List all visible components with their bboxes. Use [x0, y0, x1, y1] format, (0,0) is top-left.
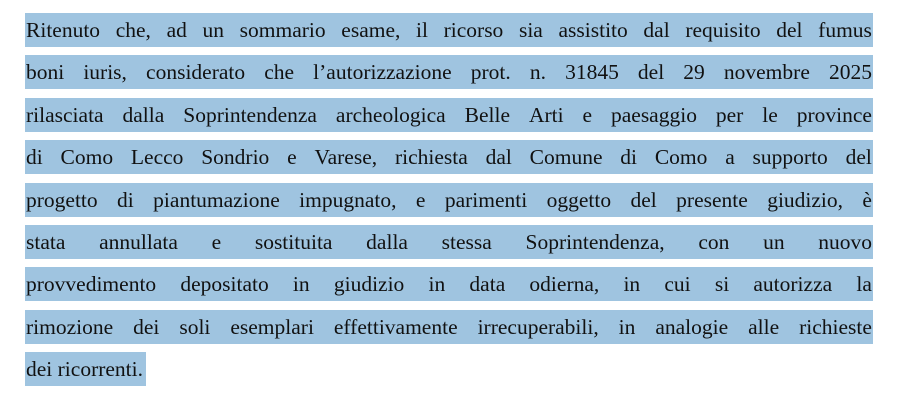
word: e: [415, 187, 426, 212]
word: iuris,: [83, 60, 127, 85]
word: nuovo: [818, 229, 872, 254]
word: n.: [529, 60, 546, 85]
word: stessa: [441, 229, 492, 254]
word: del: [845, 145, 872, 170]
paragraph-line-9: [25, 352, 873, 394]
highlighted-text-line: [25, 352, 146, 386]
word: del: [630, 187, 657, 212]
word: ricorso: [443, 18, 504, 42]
word: sia: [518, 18, 543, 42]
word: e: [211, 229, 222, 254]
paragraph-line-4: [25, 140, 873, 182]
word: giudizio: [333, 272, 405, 297]
word: dal: [485, 145, 512, 170]
word: un: [763, 229, 785, 254]
document-body: [25, 13, 873, 395]
word: e: [287, 145, 297, 170]
word: in: [292, 272, 310, 297]
highlighted-text-line: [25, 13, 873, 47]
word: annullata: [99, 229, 178, 254]
word: effettivamente: [333, 314, 458, 339]
word: del: [776, 18, 803, 42]
word: requisito: [685, 18, 761, 42]
word: alle: [748, 314, 780, 339]
word: data: [469, 272, 506, 297]
word: è: [862, 187, 872, 212]
word: e: [582, 102, 593, 127]
word: considerato: [146, 60, 246, 85]
word: impugnato,: [299, 187, 397, 212]
word: sostituita: [254, 229, 333, 254]
highlighted-text-line: [25, 55, 873, 89]
word: provvedimento: [26, 272, 157, 297]
word: di: [26, 145, 43, 170]
word: Comune: [529, 145, 603, 170]
word: paesaggio: [610, 102, 697, 127]
word: di: [117, 187, 134, 212]
word: prot.: [470, 60, 511, 85]
word: soli: [179, 314, 211, 339]
paragraph-line-5: [25, 183, 873, 225]
highlighted-text-line: [25, 98, 873, 132]
word: esame,: [341, 18, 401, 42]
word: per: [715, 102, 744, 127]
word: cui: [664, 272, 691, 297]
word: novembre: [723, 60, 810, 85]
word: 29: [683, 60, 705, 85]
word: che,: [115, 18, 151, 42]
paragraph-line-8: [25, 310, 873, 352]
word: rimozione: [26, 314, 114, 339]
word: ad: [166, 18, 187, 42]
word: Ritenuto: [26, 18, 101, 42]
word: un: [202, 18, 224, 42]
word: dei: [133, 314, 160, 339]
paragraph-line-7: [25, 267, 873, 309]
word: dalla: [122, 102, 165, 127]
word: dei ricorrenti.: [26, 357, 144, 382]
word: si: [714, 272, 730, 297]
word: boni: [26, 60, 65, 85]
word: di: [620, 145, 638, 170]
word: 31845: [565, 60, 619, 85]
paragraph-line-2: [25, 55, 873, 97]
word: progetto: [26, 187, 98, 212]
paragraph-line-1: [25, 13, 873, 55]
word: Belle: [464, 102, 511, 127]
word: oggetto: [546, 187, 612, 212]
word: analogie: [655, 314, 729, 339]
word: Como: [654, 145, 708, 170]
word: parimenti: [444, 187, 528, 212]
word: fumus: [818, 18, 872, 42]
word: autorizza: [753, 272, 833, 297]
word: sommario: [239, 18, 326, 42]
word: Varese,: [314, 145, 378, 170]
word: archeologica: [335, 102, 446, 127]
word: presente: [676, 187, 748, 212]
word: in: [618, 314, 636, 339]
highlighted-text-line: [25, 225, 873, 259]
paragraph-line-3: [25, 98, 873, 140]
word: Sondrio: [201, 145, 270, 170]
word: in: [623, 272, 641, 297]
word: Soprintendenza,: [525, 229, 665, 254]
word: dal: [643, 18, 670, 42]
word: Soprintendenza: [183, 102, 317, 127]
highlighted-text-line: [25, 140, 873, 174]
highlighted-text-line: [25, 310, 873, 344]
word: supporto: [752, 145, 828, 170]
word: con: [698, 229, 730, 254]
highlighted-text-line: [25, 183, 873, 217]
word: in: [428, 272, 446, 297]
word: dalla: [366, 229, 408, 254]
paragraph-line-6: [25, 225, 873, 267]
word: esemplari: [230, 314, 314, 339]
word: irrecuperabili,: [477, 314, 599, 339]
word: la: [856, 272, 872, 297]
word: rilasciata: [26, 102, 104, 127]
word: province: [796, 102, 872, 127]
word: richieste: [799, 314, 872, 339]
word: Lecco: [130, 145, 184, 170]
word: richiesta: [394, 145, 468, 170]
word: odierna,: [529, 272, 600, 297]
word: Como: [60, 145, 114, 170]
word: le: [762, 102, 778, 127]
word: l’autorizzazione: [313, 60, 452, 85]
word: 2025: [828, 60, 872, 85]
word: piantumazione: [153, 187, 280, 212]
word: depositato: [180, 272, 269, 297]
word: stata: [26, 229, 66, 254]
word: a: [725, 145, 735, 170]
word: il: [416, 18, 428, 42]
word: Arti: [528, 102, 564, 127]
word: assistito: [558, 18, 628, 42]
word: del: [637, 60, 665, 85]
highlighted-text-line: [25, 267, 873, 301]
word: giudizio,: [767, 187, 844, 212]
word: che: [264, 60, 295, 85]
